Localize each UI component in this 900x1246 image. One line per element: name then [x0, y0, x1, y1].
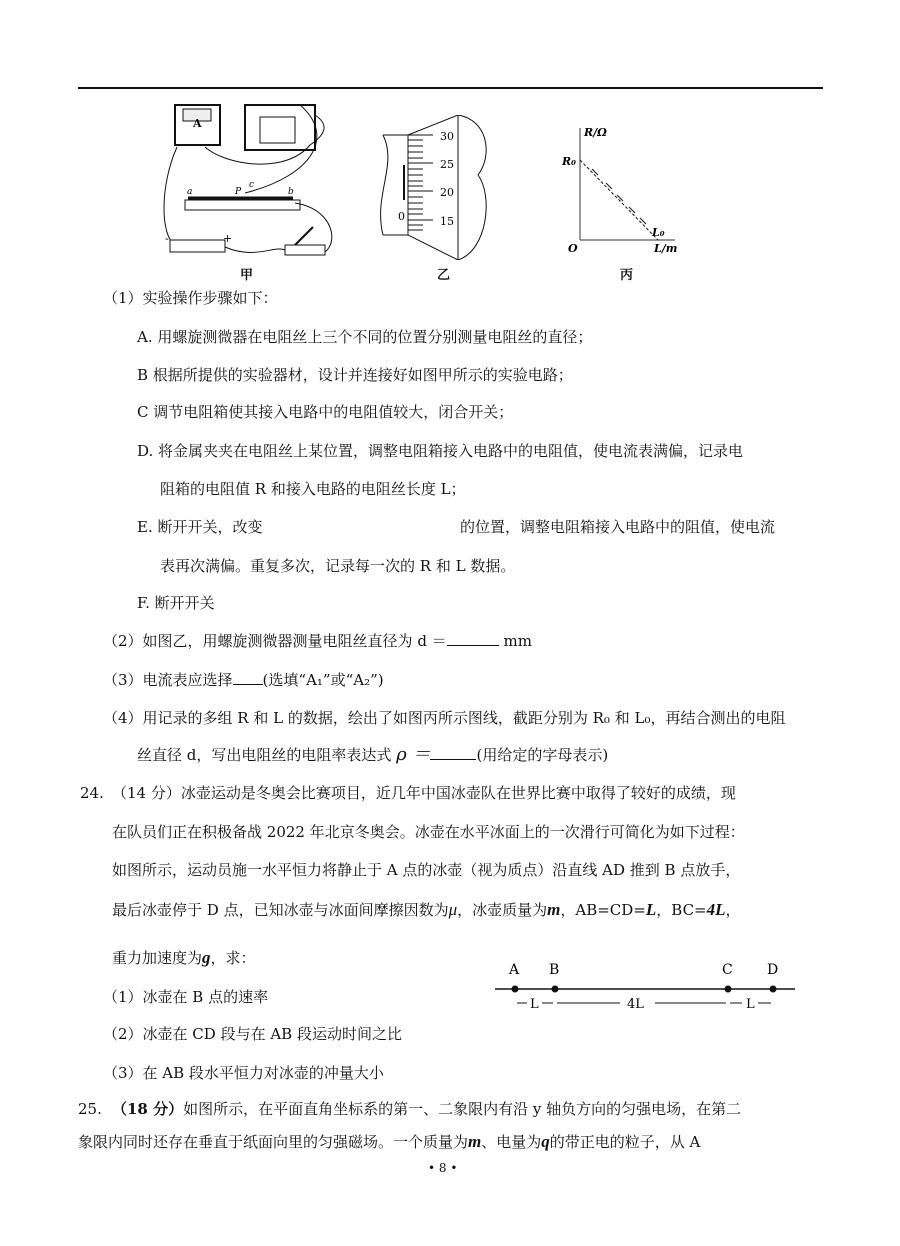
q24-line1: （14 分）冰壶运动是冬奥会比赛项目，近几年中国冰壶队在世界比赛中取得了较好的成绩，现 [112, 784, 736, 802]
mass-symbol: m [547, 900, 561, 919]
text: ，BC= [656, 901, 707, 919]
q24-line5 [112, 948, 256, 968]
minus-label: - [165, 232, 169, 245]
step-f: F. 断开开关 [137, 594, 215, 612]
q24-line2: 在队员们正在积极备战 2022 年北京冬奥会。冰壶在水平冰面上的一次滑行可简化为如下过程： [112, 823, 745, 841]
page-number: • 8 • [428, 1161, 458, 1175]
q24-line4 [112, 900, 741, 920]
q23-part1: （1）实验操作步骤如下： [103, 289, 278, 307]
tick-30: 30 [440, 130, 454, 143]
tick-0: 0 [398, 210, 405, 223]
answer-blank-rho[interactable] [430, 745, 476, 760]
q25-number: 25. [78, 1100, 102, 1118]
point-c-label: c [249, 180, 255, 190]
answer-blank-ammeter[interactable] [233, 670, 263, 685]
text: ，AB=CD= [560, 901, 646, 919]
step-e-line2: 表再次满偏。重复多次，记录每一次的 R 和 L 数据。 [160, 557, 516, 575]
part2-text: （2）如图乙，用螺旋测微器测量电阻丝直径为 d ＝ [103, 632, 447, 650]
unit-mm: mm [503, 632, 532, 650]
circuit-figure [155, 95, 340, 280]
point-a-label: a [187, 187, 193, 197]
charge-symbol: q [541, 1132, 550, 1151]
step-d-line1: D. 将金属夹夹在电阻丝上某位置，调整电阻箱接入电路中的电阻值，使电流表满偏，记录电 [137, 442, 744, 460]
text: 、电量为 [481, 1133, 542, 1151]
q24-number: 24. [80, 784, 104, 802]
part3-text: （3）电流表应选择 [103, 671, 233, 689]
l0-label: L₀ [652, 226, 665, 239]
q23-part4-line2 [137, 745, 608, 765]
q25-line2 [78, 1132, 700, 1152]
part3-hint: (选填“A₁”或“A₂”) [262, 671, 384, 689]
text: 最后冰壶停于 D 点，已知冰壶与冰面间摩擦因数为 [112, 901, 449, 919]
y-axis-label: R/Ω [584, 126, 607, 139]
q24-line3: 如图所示，运动员施一水平恒力将静止于 A 点的冰壶（视为质点）沿直线 AD 推到 B 点放手， [112, 861, 741, 879]
tick-15: 15 [440, 215, 454, 228]
header-rule [78, 87, 823, 89]
q23-part2 [103, 631, 532, 651]
ammeter-label: A [193, 117, 202, 130]
resistance-length-graph [560, 120, 680, 260]
point-b: B [549, 962, 560, 978]
point-a: A [509, 962, 520, 978]
r0-label: R₀ [562, 155, 576, 168]
caption-jia: 甲 [240, 268, 254, 283]
tick-20: 20 [440, 186, 454, 199]
point-c: C [722, 962, 733, 978]
plus-label: + [223, 232, 233, 245]
gravity-symbol: g [202, 948, 211, 967]
step-e-line1b: 的位置，调整电阻箱接入电路中的阻值，使电流 [460, 518, 776, 536]
step-c: C 调节电阻箱使其接入电路中的电阻值较大，闭合开关； [137, 403, 514, 421]
segment-ab-label: L [530, 997, 539, 1012]
step-e-line1a: E. 断开开关，改变 [137, 518, 263, 536]
x-axis-label: L/m [654, 242, 678, 255]
answer-blank-d[interactable] [447, 631, 499, 646]
segment-cd-label: L [746, 997, 755, 1012]
text: ， [725, 901, 741, 919]
mass-symbol: m [468, 1132, 482, 1151]
step-d-line2: 阻箱的电阻值 R 和接入电路的电阻丝长度 L； [160, 480, 466, 498]
q25-score: （18 分） [112, 1100, 184, 1118]
step-b: B 根据所提供的实验器材，设计并连接好如图甲所示的实验电路； [137, 366, 573, 384]
tick-25: 25 [440, 158, 454, 171]
step-a: A. 用螺旋测微器在电阻丝上三个不同的位置分别测量电阻丝的直径； [137, 328, 593, 346]
q25-line1 [112, 1099, 741, 1119]
bc-length: 4L [706, 900, 726, 919]
text: 象限内同时还存在垂直于纸面向里的匀强磁场。一个质量为 [78, 1133, 469, 1151]
text: 的带正电的粒子，从 A [549, 1133, 701, 1151]
part4-text: 丝直径 d，写出电阻丝的电阻率表达式 [137, 746, 392, 764]
q23-part4-line1: （4）用记录的多组 R 和 L 的数据，绘出了如图丙所示图线，截距分别为 R₀ 和 L₀，再结合测出的电阻 [103, 709, 786, 727]
part4-hint: (用给定的字母表示) [476, 746, 609, 764]
q23-part3 [103, 670, 384, 690]
point-d: D [767, 962, 779, 978]
q24-sub1: （1）冰壶在 B 点的速率 [103, 988, 269, 1006]
text: 重力加速度为 [112, 949, 203, 967]
point-b-label: b [288, 187, 294, 197]
origin-label: O [568, 242, 578, 255]
text: ，求： [210, 949, 256, 967]
caption-bing: 丙 [620, 268, 634, 283]
segment-bc-label: 4L [627, 997, 644, 1012]
caption-yi: 乙 [437, 268, 451, 283]
mu-symbol: μ [448, 900, 458, 919]
micrometer-figure [378, 115, 498, 260]
rho-symbol: ρ ＝ [396, 744, 431, 765]
text: ，冰壶质量为 [457, 901, 548, 919]
q24-sub3: （3）在 AB 段水平恒力对冰壶的冲量大小 [103, 1064, 384, 1082]
point-p-label: P [235, 187, 242, 197]
text: 如图所示，在平面直角坐标系的第一、二象限内有沿 y 轴负方向的匀强电场，在第二 [183, 1100, 742, 1118]
length-symbol: L [645, 900, 657, 919]
curling-track-diagram [490, 955, 800, 1015]
q24-sub2: （2）冰壶在 CD 段与在 AB 段运动时间之比 [103, 1025, 402, 1043]
